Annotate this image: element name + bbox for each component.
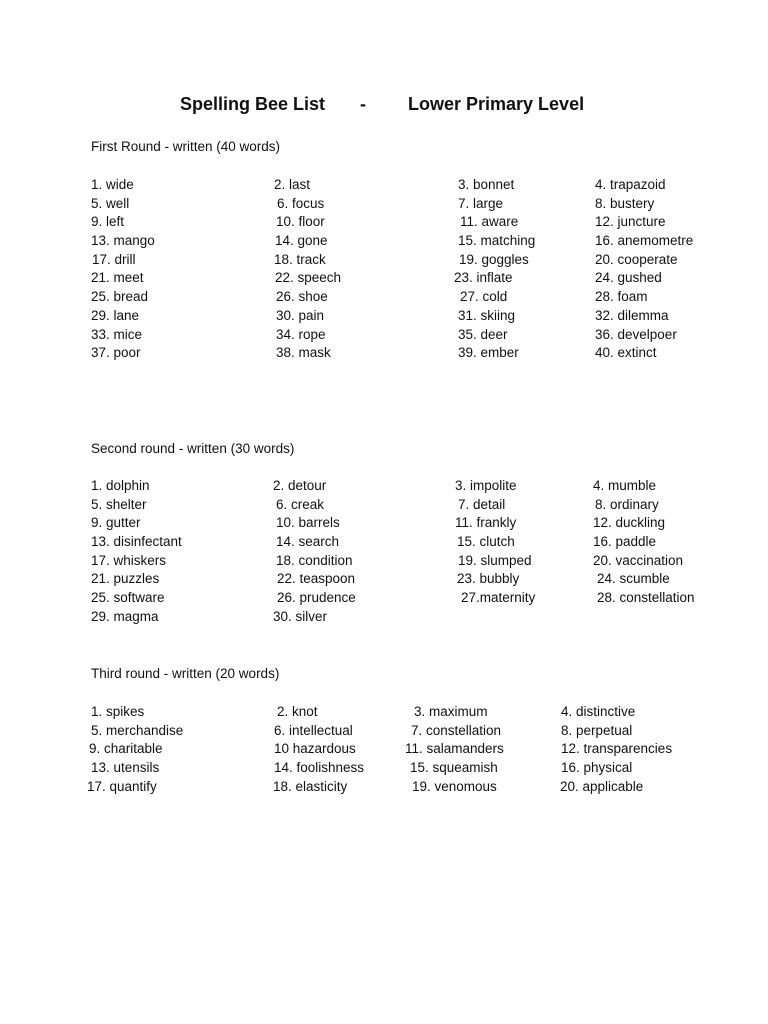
word-row <box>0 514 768 533</box>
spelling-word: 10. floor <box>276 214 325 230</box>
word-row <box>0 496 768 515</box>
spelling-word: 16. physical <box>561 760 633 776</box>
spelling-word: 5. shelter <box>91 496 147 512</box>
spelling-word: 1. wide <box>91 177 134 192</box>
spelling-word: 2. knot <box>277 704 318 719</box>
word-row <box>0 722 768 741</box>
word-row <box>0 195 768 214</box>
word-row <box>0 477 768 496</box>
spelling-word: 9. charitable <box>89 741 163 757</box>
spelling-word: 8. perpetual <box>561 722 633 738</box>
spelling-word: 35. deer <box>458 326 508 342</box>
spelling-word: 4. mumble <box>593 478 657 493</box>
spelling-word: 12. transparencies <box>561 741 673 757</box>
spelling-word: 1. spikes <box>91 704 145 719</box>
spelling-word: 10. barrels <box>276 515 340 531</box>
spelling-word: 20. applicable <box>560 778 644 794</box>
spelling-word: 32. dilemma <box>595 307 669 323</box>
word-row <box>0 344 768 363</box>
second-round-heading: Second round - written (30 words) <box>91 441 295 456</box>
spelling-word: 9. left <box>91 214 125 230</box>
spelling-word: 17. whiskers <box>91 552 167 568</box>
spelling-word: 22. teaspoon <box>277 571 356 587</box>
spelling-word: 36. develpoer <box>595 326 677 342</box>
title-separator: - <box>360 94 366 114</box>
spelling-word: 14. search <box>276 534 340 550</box>
spelling-word: 15. matching <box>458 233 536 249</box>
spelling-word: 10 hazardous <box>274 741 356 757</box>
spelling-word: 6. focus <box>277 195 325 211</box>
spelling-word: 40. extinct <box>595 345 657 361</box>
spelling-word: 29. lane <box>91 307 140 323</box>
spelling-word: 34. rope <box>276 326 326 342</box>
spelling-word: 2. detour <box>273 478 327 493</box>
word-row <box>0 759 768 778</box>
spelling-word: 20. cooperate <box>595 251 678 267</box>
spelling-word: 33. mice <box>91 326 143 342</box>
spelling-word: 5. well <box>91 195 130 211</box>
spelling-word: 30. silver <box>273 608 328 624</box>
spelling-word: 31. skiing <box>458 307 516 323</box>
spelling-word: 15. squeamish <box>410 760 498 776</box>
spelling-word: 6. creak <box>276 496 325 512</box>
spelling-word: 39. ember <box>458 345 519 361</box>
title-text: Spelling Bee List <box>180 94 326 114</box>
word-row <box>0 608 768 627</box>
spelling-word: 19. venomous <box>412 778 497 794</box>
spelling-word: 4. trapazoid <box>595 177 666 192</box>
spelling-word: 23. inflate <box>454 270 513 286</box>
word-row <box>0 269 768 288</box>
spelling-word: 22. speech <box>275 270 342 286</box>
spelling-word: 17. drill <box>92 251 136 267</box>
third-round-word-list <box>0 703 768 796</box>
spelling-word: 3. impolite <box>455 478 517 493</box>
word-row <box>0 251 768 270</box>
spelling-word: 11. salamanders <box>405 741 504 757</box>
spelling-word: 18. track <box>274 251 326 267</box>
spelling-word: 7. large <box>458 195 504 211</box>
spelling-word: 28. foam <box>595 289 648 305</box>
spelling-word: 8. bustery <box>595 195 655 211</box>
spelling-word: 25. software <box>91 590 165 606</box>
spelling-word: 38. mask <box>276 345 331 361</box>
spelling-word: 4. distinctive <box>561 704 636 719</box>
spelling-word: 20. vaccination <box>593 552 684 568</box>
title-level: Lower Primary Level <box>408 94 585 114</box>
word-row <box>0 176 768 195</box>
spelling-word: 13. disinfectant <box>91 534 182 550</box>
spelling-word: 13. utensils <box>91 760 160 776</box>
spelling-word: 21. meet <box>91 270 144 286</box>
word-row <box>0 533 768 552</box>
spelling-word: 11. frankly <box>455 515 517 531</box>
spelling-word: 14. foolishness <box>274 760 365 776</box>
spelling-word: 26. prudence <box>277 590 356 606</box>
spelling-word: 19. slumped <box>458 552 532 568</box>
spelling-word: 18. elasticity <box>273 778 348 794</box>
first-round-word-list <box>0 176 768 363</box>
spelling-word: 1. dolphin <box>91 478 150 493</box>
spelling-word: 15. clutch <box>457 534 515 550</box>
second-round-word-list <box>0 477 768 627</box>
spelling-word: 8. ordinary <box>595 496 659 512</box>
spelling-word: 14. gone <box>275 233 328 249</box>
first-round-heading: First Round - written (40 words) <box>91 139 281 154</box>
spelling-word: 16. anemometre <box>595 233 694 249</box>
word-row <box>0 232 768 251</box>
spelling-word: 28. constellation <box>597 590 695 606</box>
spelling-word: 5. merchandise <box>91 722 184 738</box>
spelling-word: 6. intellectual <box>274 722 353 738</box>
spelling-word: 27.maternity <box>461 590 536 606</box>
word-row <box>0 213 768 232</box>
spelling-word: 7. constellation <box>411 722 502 738</box>
spelling-word: 18. condition <box>276 552 353 568</box>
spelling-word: 16. paddle <box>593 534 657 550</box>
word-row <box>0 589 768 608</box>
word-row <box>0 288 768 307</box>
spelling-word: 12. juncture <box>595 214 666 230</box>
spelling-word: 11. aware <box>460 214 519 230</box>
page-title <box>0 94 768 116</box>
spelling-word: 7. detail <box>458 496 506 512</box>
spelling-word: 37. poor <box>91 345 141 361</box>
spelling-word: 29. magma <box>91 608 159 624</box>
word-row <box>0 307 768 326</box>
word-row <box>0 552 768 571</box>
spelling-word: 3. bonnet <box>458 177 515 192</box>
spelling-word: 9. gutter <box>91 515 141 531</box>
spelling-word: 13. mango <box>91 233 155 249</box>
spelling-word: 26. shoe <box>276 289 328 305</box>
word-row <box>0 778 768 797</box>
spelling-word: 30. pain <box>276 307 325 323</box>
spelling-word: 25. bread <box>91 289 149 305</box>
third-round-heading: Third round - written (20 words) <box>91 666 280 681</box>
spelling-word: 17. quantify <box>87 778 157 794</box>
spelling-word: 12. duckling <box>593 515 666 531</box>
word-row <box>0 740 768 759</box>
word-row <box>0 326 768 345</box>
word-row <box>0 570 768 589</box>
spelling-word: 23. bubbly <box>457 571 520 587</box>
word-row <box>0 703 768 722</box>
spelling-word: 2. last <box>274 177 311 192</box>
spelling-word: 24. scumble <box>597 571 670 587</box>
spelling-word: 27. cold <box>460 289 508 305</box>
spelling-word: 19. goggles <box>459 251 529 267</box>
spelling-word: 21. puzzles <box>91 571 160 587</box>
spelling-word: 3. maximum <box>414 704 488 719</box>
spelling-word: 24. gushed <box>595 270 662 286</box>
